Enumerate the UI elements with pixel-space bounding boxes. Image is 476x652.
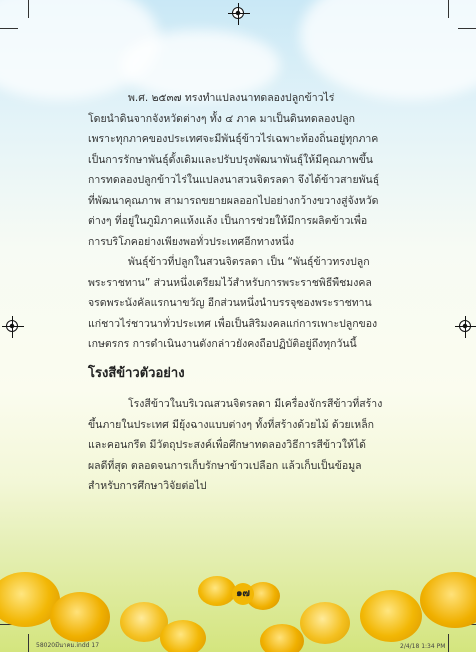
paragraph-1 xyxy=(88,88,396,252)
text-line: จรดพระนังคัลแรกนาขวัญ อีกส่วนหนึ่งนำบรรจุซองพระราชทาน xyxy=(88,297,372,309)
page-number: ๑๗ xyxy=(232,583,254,605)
slug-right: 2/4/18 1:34 PM xyxy=(400,643,446,650)
flower-icon xyxy=(300,602,350,644)
text-line: การทดลองปลูกข้าวไร่ในแปลงนาสวนจิตรลดา จึงได้ข้าวสายพันธุ์ xyxy=(88,174,380,186)
crop-mark xyxy=(28,0,29,18)
text-line: แก่ชาวไร่ชาวนาทั่วประเทศ เพื่อเป็นสิริมงคลแก่การเพาะปลูกของ xyxy=(88,317,378,330)
text-line: ขึ้นภายในประเทศ มียุ้งฉางแบบต่างๆ ทั้งที่สร้างด้วยไม้ ด้วยเหล็ก xyxy=(88,418,374,431)
text-line: พันธุ์ข้าวที่ปลูกในสวนจิตรลดา เป็น “พันธุ์ข้าวทรงปลูก xyxy=(128,256,370,268)
crop-mark xyxy=(458,28,476,29)
paragraph-2 xyxy=(88,252,396,355)
text-line: ที่พัฒนาคุณภาพ สามารถขยายผลออกไปอย่างกว้างขวางสู่จังหวัด xyxy=(88,194,379,207)
flower-icon xyxy=(360,590,422,642)
text-line: พ.ศ. ๒๕๓๗ ทรงทำแปลงนาทดลองปลูกข้าวไร่ xyxy=(128,92,335,104)
flower-icon xyxy=(198,576,236,606)
crop-mark xyxy=(0,28,18,29)
paragraph-3 xyxy=(88,394,396,497)
text-line: โดยนำดินจากจังหวัดต่างๆ ทั้ง ๔ ภาค มาเป็นดินทดลองปลูก xyxy=(88,112,355,125)
registration-mark-icon xyxy=(459,320,471,332)
flower-icon xyxy=(50,592,110,642)
text-line: ผลดีที่สุด ตลอดจนการเก็บรักษาข้าวเปลือก แล้วเก็บเป็นข้อมูล xyxy=(88,459,362,472)
text-line: เพราะทุกภาคของประเทศจะมีพันธุ์ข้าวไร่เฉพาะท้องถิ่นอยู่ทุกภาค xyxy=(88,133,379,145)
text-line: ต่างๆ ที่อยู่ในภูมิภาคแห้งแล้ง เป็นการช่วยให้มีการผลิตข้าวเพื่อ xyxy=(88,215,368,227)
text-line: และคอนกรีต มีวัตถุประสงค์เพื่อศึกษาทดลองวิธีการสีข้าวให้ได้ xyxy=(88,439,366,451)
cloud-decoration xyxy=(300,0,476,100)
text-line: สำหรับการศึกษาวิจัยต่อไป xyxy=(88,480,207,492)
flower-icon xyxy=(260,624,304,652)
text-line: โรงสีข้าวในบริเวณสวนจิตรลดา มีเครื่องจักรสีข้าวที่สร้าง xyxy=(128,398,383,410)
registration-mark-icon xyxy=(232,7,244,19)
section-heading: โรงสีข้าวตัวอย่าง xyxy=(88,366,185,381)
text-line: พระราชทาน” ส่วนหนึ่งเตรียมไว้สำหรับการพระราชพิธีพืชมงคล xyxy=(88,276,372,289)
flower-icon xyxy=(420,572,476,628)
registration-mark-icon xyxy=(6,320,18,332)
crop-mark xyxy=(448,0,449,18)
text-line: การบริโภคอย่างเพียงพอทั่วประเทศอีกทางหนึ่ง xyxy=(88,235,295,248)
text-line: เป็นการรักษาพันธุ์ดั้งเดิมและปรับปรุงพัฒนาพันธุ์ให้มีคุณภาพขึ้น xyxy=(88,153,373,166)
slug-left: 58020มีนาคม.indd 17 xyxy=(36,642,100,649)
text-line: เกษตรกร การดำเนินงานดังกล่าวยังคงถือปฏิบัติอยู่ถึงทุกวันนี้ xyxy=(88,338,357,350)
flower-icon xyxy=(160,620,206,652)
